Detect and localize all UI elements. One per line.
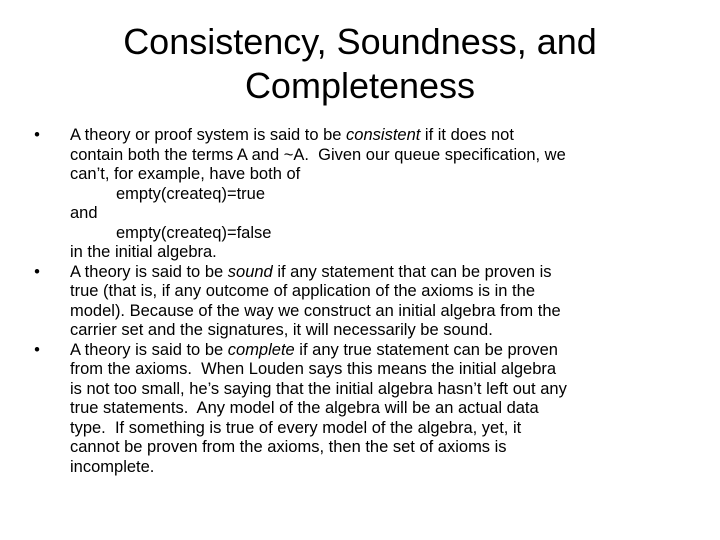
bullet-line: true statements. Any model of the algebra will be an actual data	[70, 399, 539, 417]
bullet-marker: •	[34, 126, 40, 144]
bullet-line: in the initial algebra.	[70, 243, 217, 261]
equation-true: empty(createq)=true	[116, 184, 266, 203]
text-run: if any true statement can be proven	[294, 340, 558, 359]
term-consistent: consistent	[346, 126, 421, 144]
bullet-line: model). Because of the way we construct an initial algebra from the	[70, 301, 561, 320]
bullet-marker: •	[34, 262, 40, 281]
bullet-line: contain both the terms A and ~A. Given our queue specification, we	[70, 145, 566, 164]
bullet-complete	[30, 341, 680, 478]
bullet-line: carrier set and the signatures, it will necessarily be sound.	[70, 321, 493, 339]
bullet-consistent	[30, 126, 680, 263]
bullet-line	[70, 263, 680, 283]
text-run: if any statement that can be proven is	[272, 262, 552, 281]
bullet-line	[70, 126, 680, 146]
bullet-line	[70, 341, 680, 361]
slide-title	[40, 20, 680, 108]
bullet-line: and	[70, 204, 98, 222]
slide-title-line-2: Completeness	[244, 65, 476, 106]
text-run: A theory or proof system is said to be	[70, 126, 347, 144]
text-run: A theory is said to be	[70, 262, 228, 281]
text-run: A theory is said to be	[70, 340, 228, 359]
bullet-line: can’t, for example, have both of	[70, 165, 301, 183]
term-sound: sound	[227, 262, 273, 281]
bullet-line: incomplete.	[70, 457, 155, 476]
bullet-line: from the axioms. When Louden says this means the initial algebra	[70, 360, 557, 378]
bullet-line: type. If something is true of every model of the algebra, yet, it	[70, 418, 522, 437]
bullet-line: true (that is, if any outcome of application of the axioms is in the	[70, 282, 535, 300]
bullet-sound	[30, 263, 680, 341]
equation-false: empty(createq)=false	[116, 223, 272, 242]
bullet-line: is not too small, he’s saying that the initial algebra hasn’t left out any	[70, 379, 567, 398]
bullet-list	[30, 126, 680, 477]
text-run: if it does not	[420, 126, 514, 144]
term-complete: complete	[227, 340, 295, 359]
slide-title-line-1: Consistency, Soundness, and	[123, 21, 597, 62]
bullet-marker: •	[34, 340, 40, 359]
bullet-line: cannot be proven from the axioms, then the set of axioms is	[70, 438, 507, 456]
